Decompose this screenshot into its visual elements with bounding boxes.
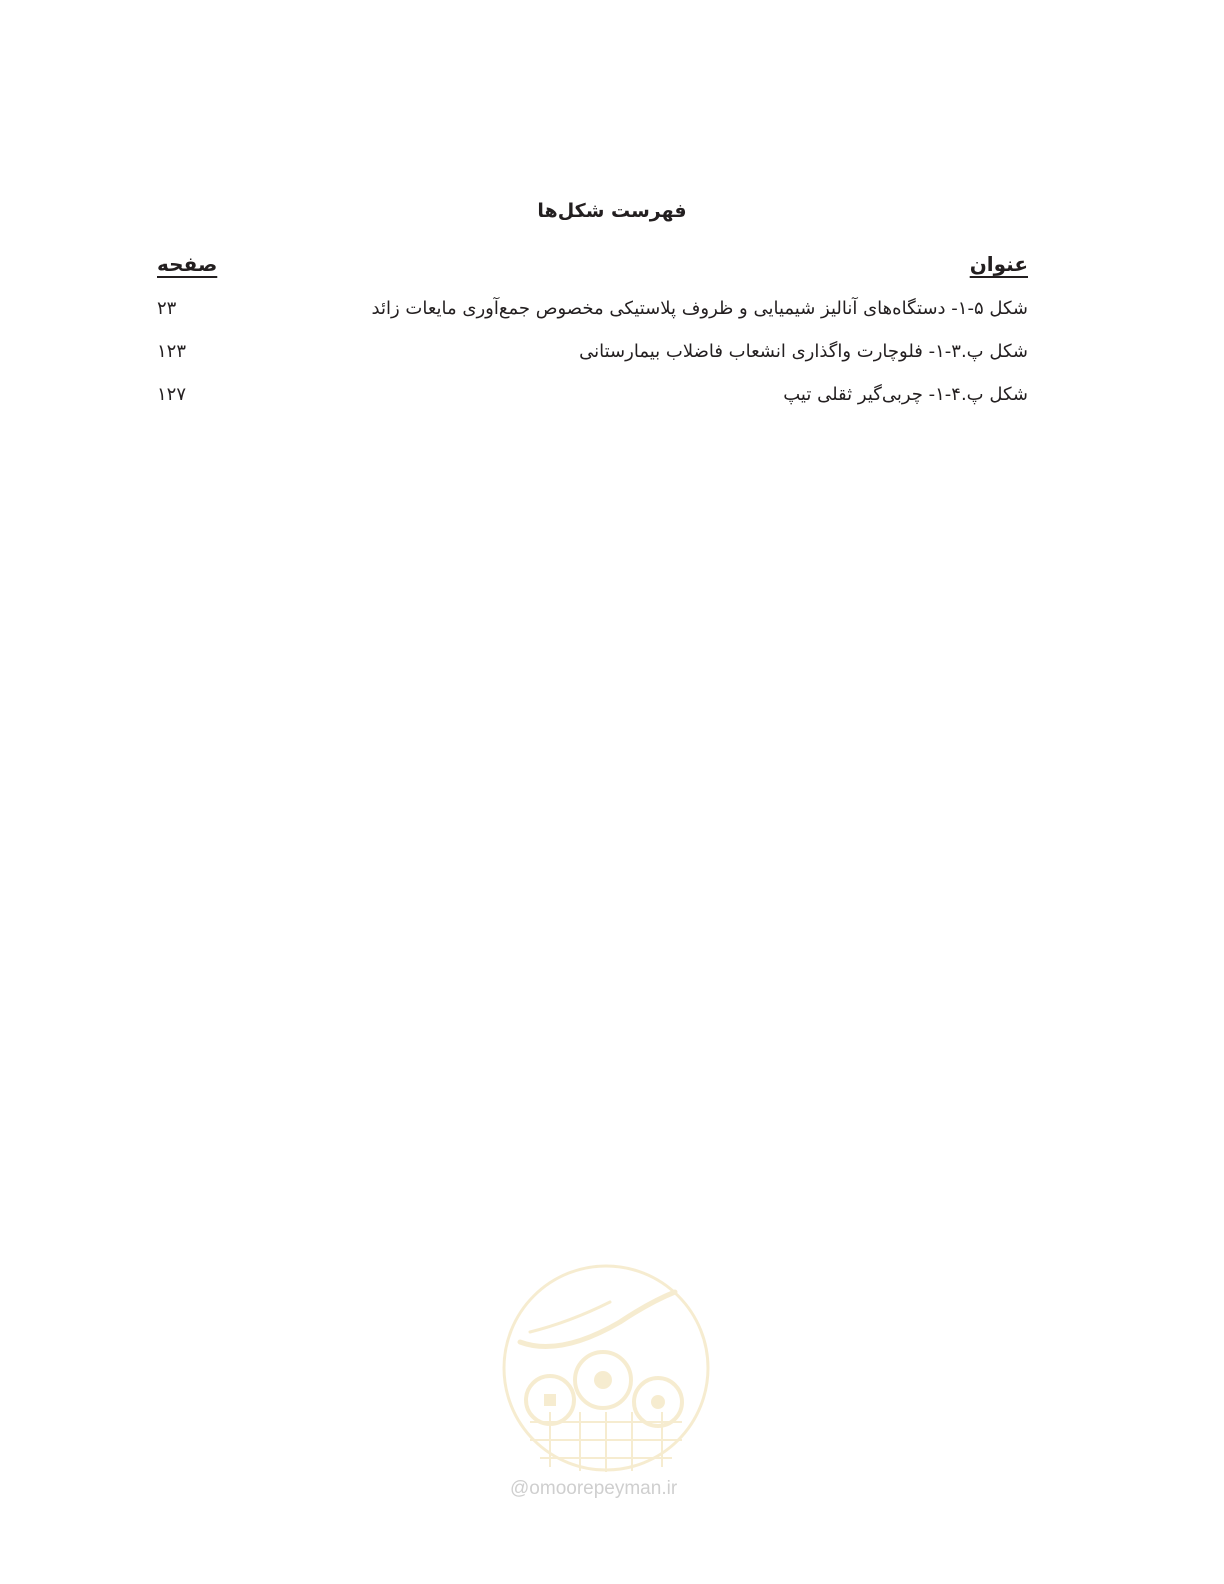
list-item[interactable] (157, 378, 1028, 421)
figure-page-number: ۱۲۷ (157, 384, 187, 405)
figure-page-number: ۱۲۳ (157, 341, 187, 362)
watermark-logo (500, 1262, 712, 1474)
page-title: فهرست شکل‌ها (537, 200, 687, 222)
column-header-page: صفحه (157, 252, 218, 276)
column-header-title: عنوان (969, 252, 1028, 276)
figure-list (157, 292, 1028, 421)
figure-title: شکل ۵-۱- دستگاه‌های آنالیز شیمیایی و ظروف پلاستیکی مخصوص جمع‌آوری مایعات زائد (371, 298, 1028, 319)
list-item[interactable] (157, 292, 1028, 335)
figure-title: شکل پ.۴-۱- چربی‌گیر ثقلی تیپ (783, 384, 1028, 405)
figure-page-number: ۲۳ (157, 298, 177, 319)
watermark-url: @omoorepeyman.ir (510, 1478, 678, 1499)
list-item[interactable] (157, 335, 1028, 378)
figure-title: شکل پ.۳-۱- فلوچارت واگذاری انشعاب فاضلاب بیمارستانی (579, 341, 1028, 362)
